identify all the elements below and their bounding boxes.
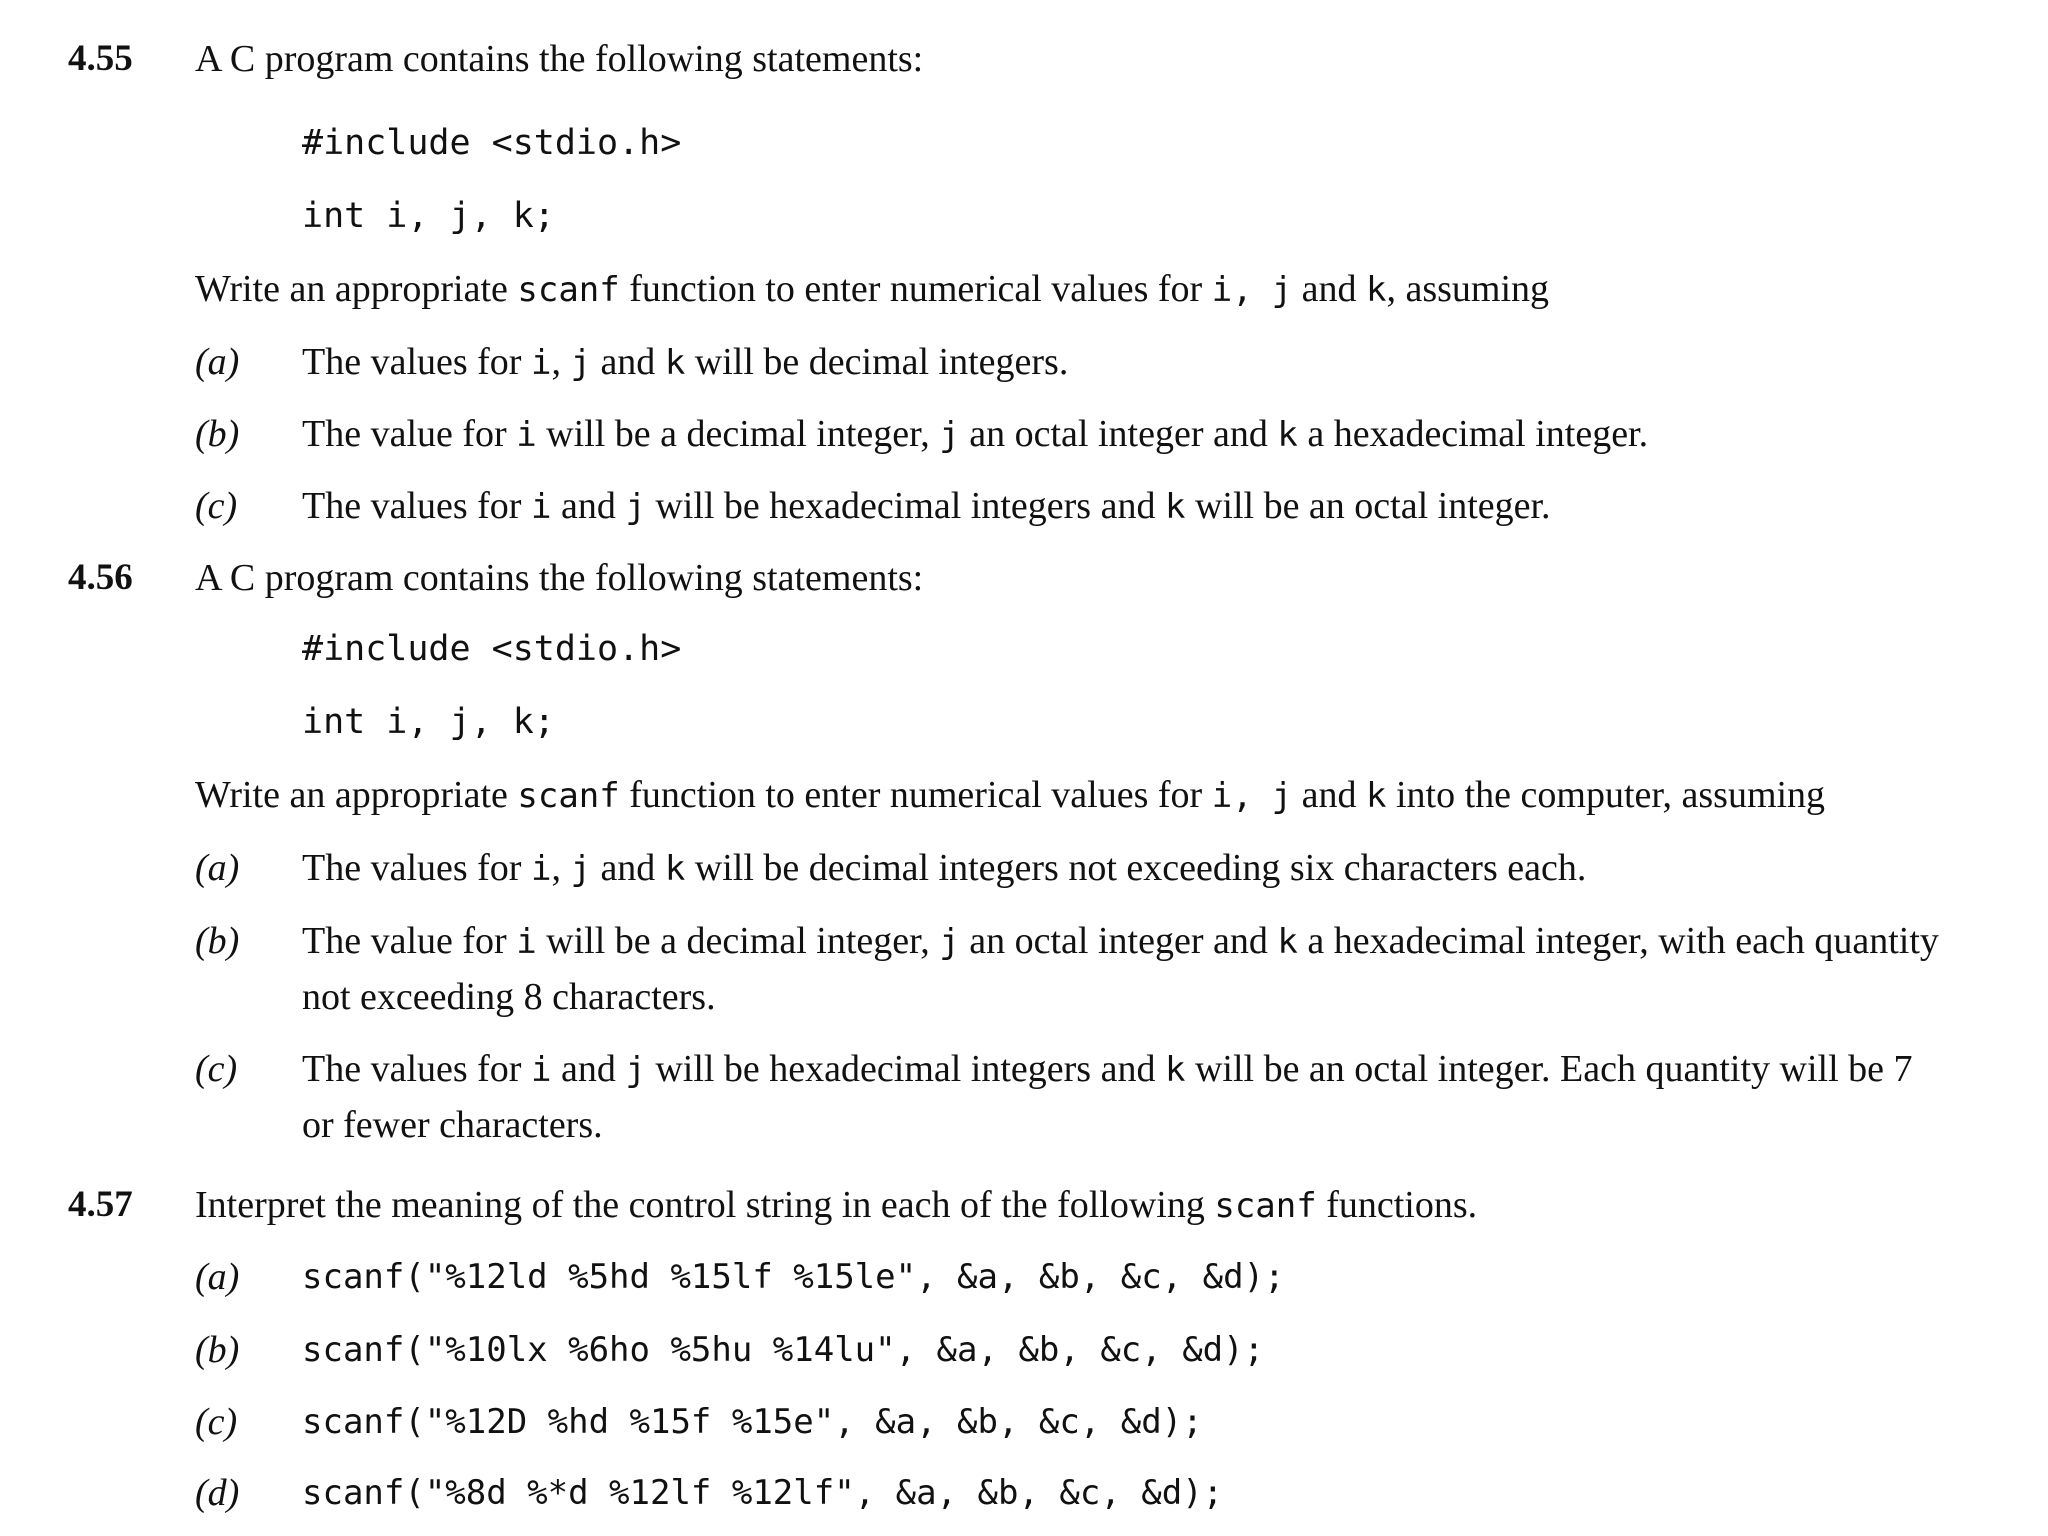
code-line-include: #include <stdio.h> bbox=[302, 123, 682, 163]
item-label: (c) bbox=[195, 1401, 238, 1443]
problem-intro: A C program contains the following statements: bbox=[195, 557, 924, 599]
prompt-text: , assuming bbox=[1386, 268, 1550, 310]
item-label: (d) bbox=[195, 1472, 240, 1514]
item-label: (b) bbox=[195, 920, 240, 962]
item-label: (a) bbox=[195, 341, 240, 383]
item-label: (b) bbox=[195, 1329, 240, 1371]
item-text-continuation: not exceeding 8 characters. bbox=[302, 976, 716, 1018]
item-text: The values for i, j and k will be decimal integers not exceeding six characters each. bbox=[302, 847, 1587, 889]
prompt-text: function to enter numerical values for bbox=[619, 774, 1212, 816]
problem-prompt bbox=[195, 776, 1825, 814]
variable-k: k bbox=[1366, 776, 1387, 816]
code-line-declaration: int i, j, k; bbox=[302, 196, 555, 236]
prompt-text: Write an appropriate bbox=[195, 774, 518, 816]
scanf-statement: scanf("%12ld %5hd %15lf %15le", &a, &b, &c, &d); bbox=[302, 1257, 1285, 1297]
item-label: (a) bbox=[195, 847, 240, 889]
code-line-include: #include <stdio.h> bbox=[302, 629, 682, 669]
variable-j: j bbox=[1271, 776, 1293, 816]
scanf-keyword: scanf bbox=[517, 776, 620, 816]
item-text: The values for i and j will be hexadecimal integers and k will be an octal integer. Each quantity will be 7 bbox=[302, 1048, 1913, 1090]
variable-k: k bbox=[1366, 270, 1387, 310]
item-label: (b) bbox=[195, 413, 240, 455]
scanf-statement: scanf("%10lx %6ho %5hu %14lu", &a, &b, &c, &d); bbox=[302, 1330, 1265, 1370]
prompt-text: and bbox=[1292, 774, 1366, 816]
code-line-declaration: int i, j, k; bbox=[302, 702, 555, 742]
problem-intro: A C program contains the following statements: bbox=[195, 38, 924, 80]
item-text: The value for i will be a decimal integer, j an octal integer and k a hexadecimal integer. bbox=[302, 413, 1649, 455]
prompt-text: function to enter numerical values for bbox=[619, 268, 1212, 310]
problem-number-4-55: 4.55 bbox=[68, 38, 133, 79]
item-label: (c) bbox=[195, 1048, 238, 1090]
problem-number-4-56: 4.56 bbox=[68, 557, 133, 598]
item-text: The values for i, j and k will be decimal integers. bbox=[302, 341, 1069, 383]
scanf-statement: scanf("%12D %hd %15f %15e", &a, &b, &c, &d); bbox=[302, 1402, 1203, 1442]
item-label: (c) bbox=[195, 485, 238, 527]
prompt-text: into the computer, assuming bbox=[1386, 774, 1826, 816]
item-text: The values for i and j will be hexadecimal integers and k will be an octal integer. bbox=[302, 485, 1551, 527]
item-text: The value for i will be a decimal integer, j an octal integer and k a hexadecimal integer, with each quantity bbox=[302, 920, 1939, 962]
scanf-keyword: scanf bbox=[1214, 1186, 1317, 1226]
problem-number-4-57: 4.57 bbox=[68, 1184, 133, 1225]
variable-i: i, bbox=[1211, 776, 1253, 816]
variable-j: j bbox=[1271, 270, 1293, 310]
scanf-statement: scanf("%8d %*d %12lf %12lf", &a, &b, &c, &d); bbox=[302, 1473, 1224, 1513]
problem-intro: Interpret the meaning of the control string in each of the following scanf functions. bbox=[195, 1184, 1478, 1226]
prompt-text: Write an appropriate bbox=[195, 268, 518, 310]
item-label: (a) bbox=[195, 1256, 240, 1298]
prompt-text: and bbox=[1292, 268, 1366, 310]
variable-i: i, bbox=[1211, 270, 1253, 310]
item-text-continuation: or fewer characters. bbox=[302, 1104, 603, 1146]
scanf-keyword: scanf bbox=[517, 270, 620, 310]
problem-prompt bbox=[195, 270, 1549, 308]
